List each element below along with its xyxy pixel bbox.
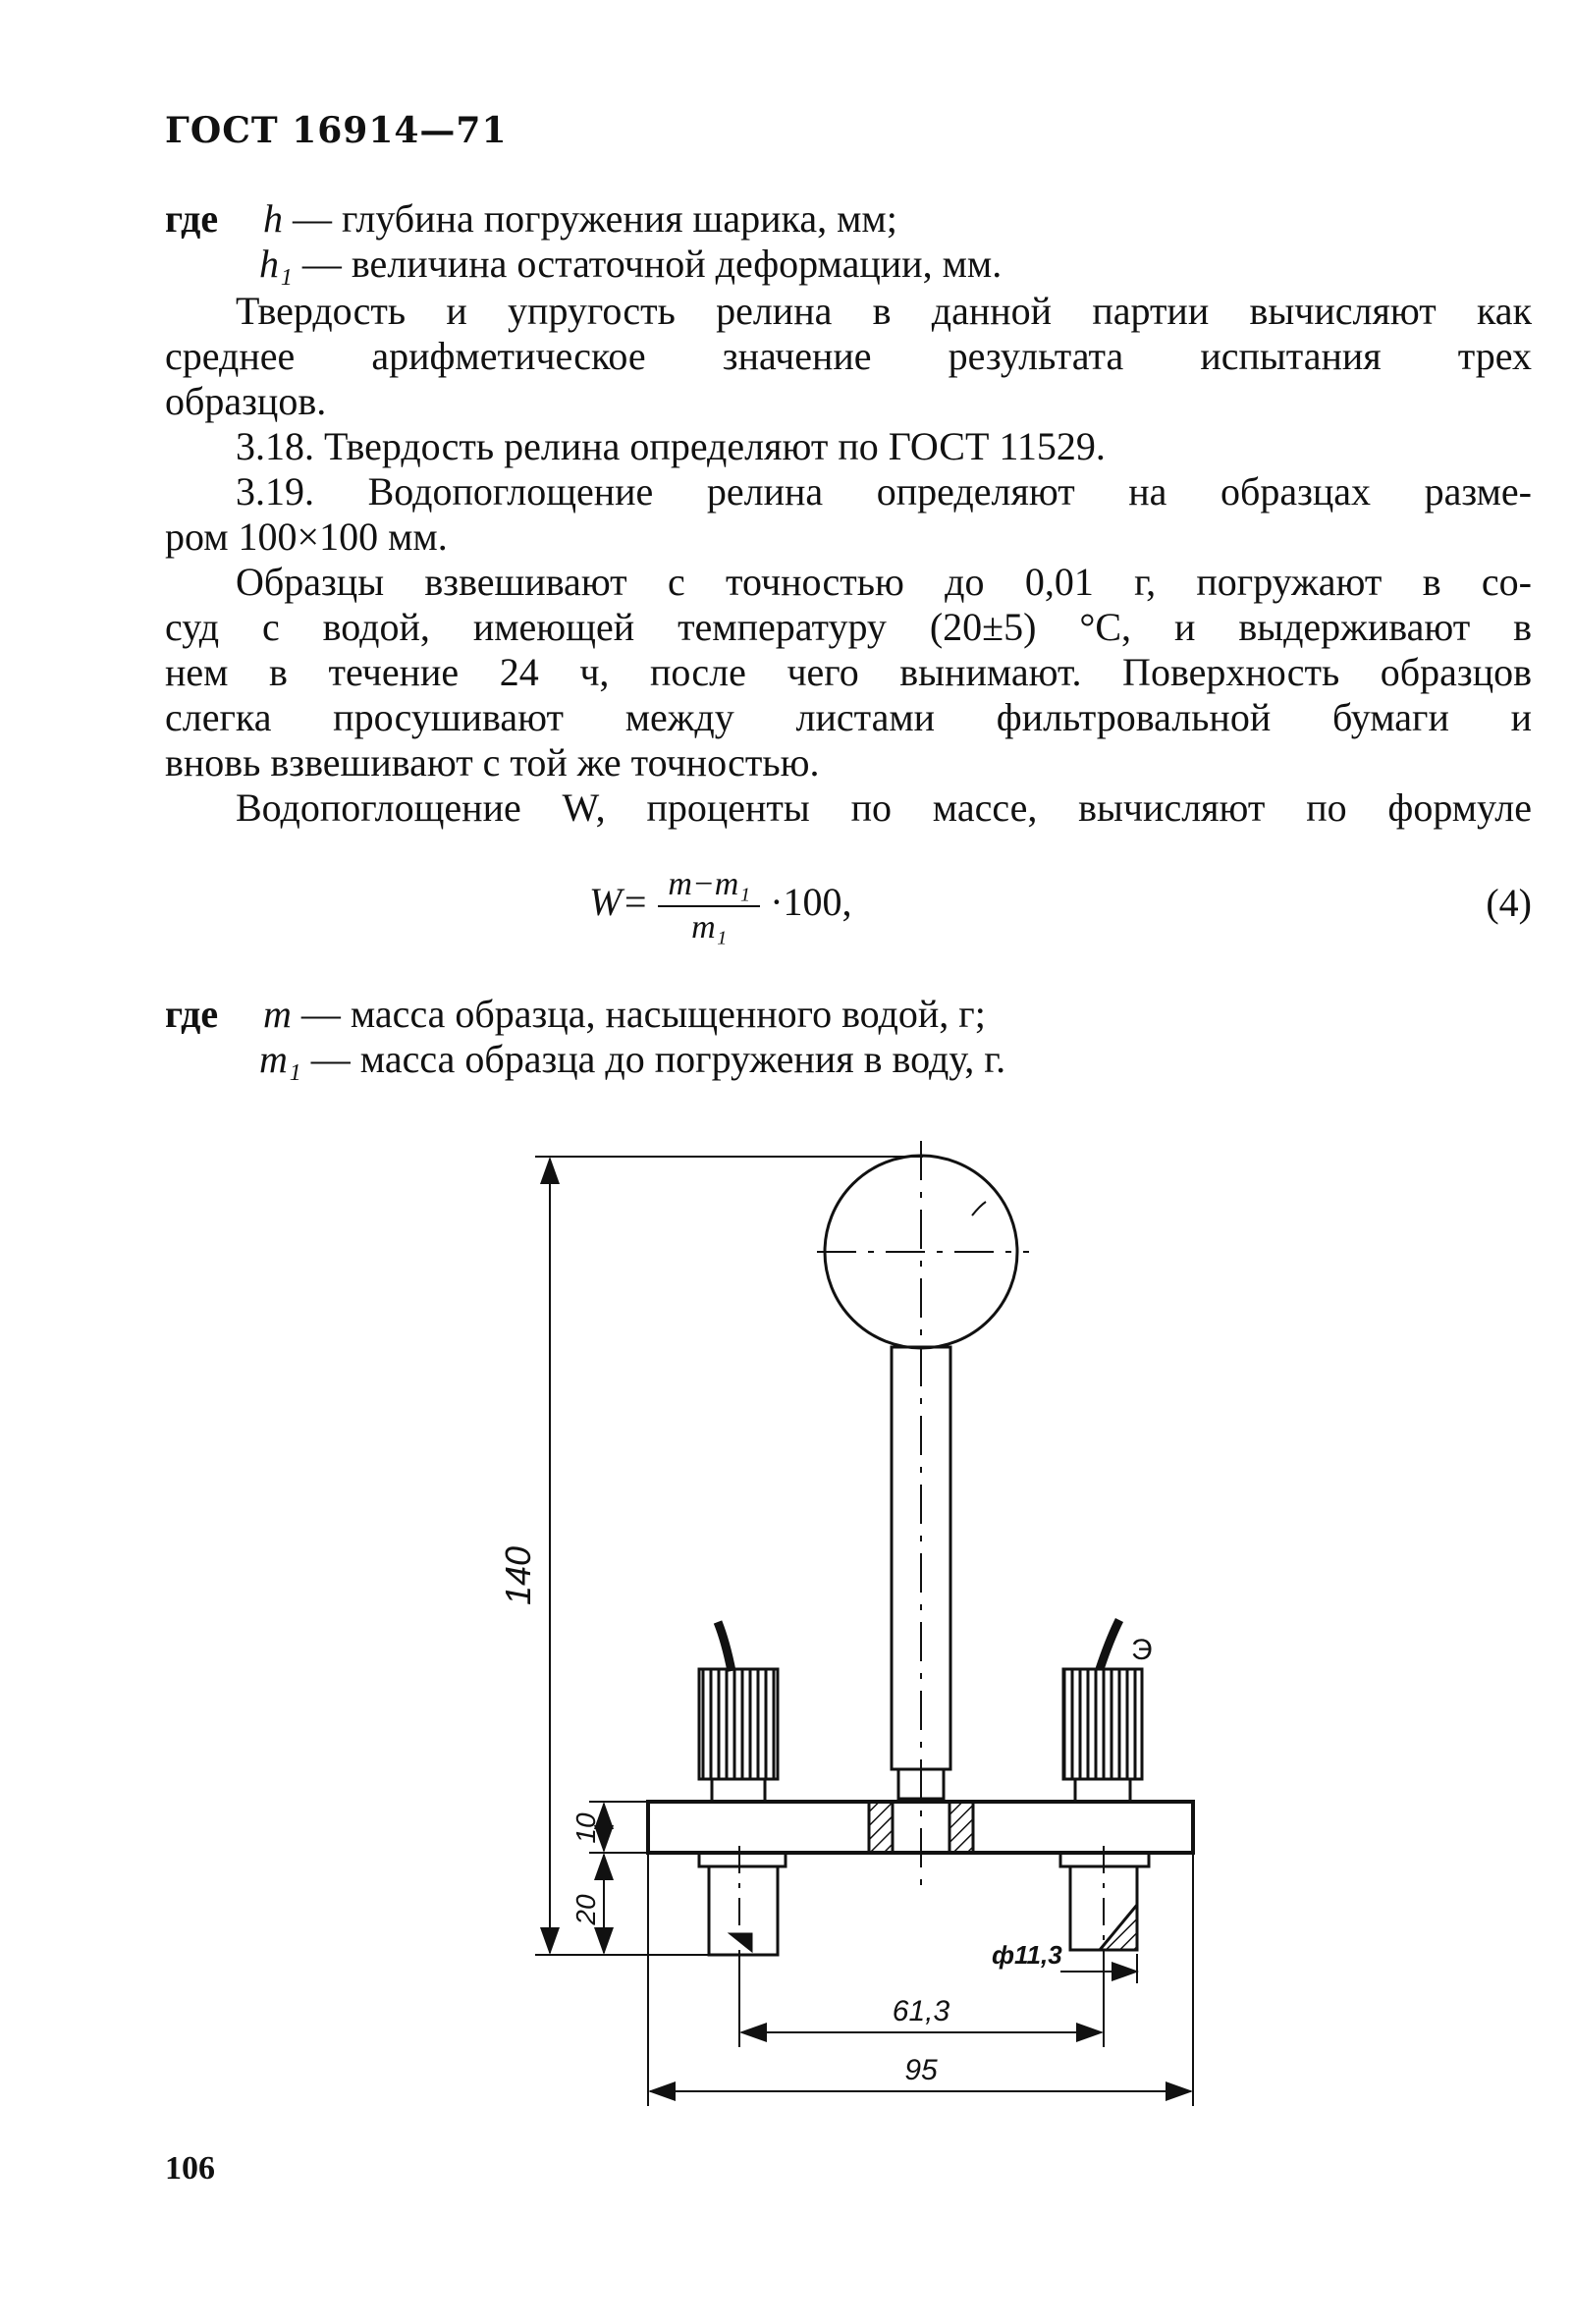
def-symbol: h₁ [259,242,293,286]
text-line: Твердость и упругость релина в данной партии вычисляют как [236,289,1532,333]
dim-10-label: 10 [570,1812,601,1844]
text-line: Водопоглощение W, проценты по массе, вычисляют по формуле [236,785,1532,830]
text-line: суд с водой, имеющей температуру (20±5) °С, и выдерживают в [165,605,1532,649]
page-number: 106 [165,2150,215,2187]
def-text: — масса образца, насыщенного водой, г; [300,992,986,1036]
dim-95-label: 95 [904,2054,938,2086]
def-text: — величина остаточной деформации, мм. [301,242,1003,286]
def-symbol: h [263,196,283,241]
document-header: ГОСТ 16914—71 [165,110,508,151]
right-electrode-hatch [1100,1905,1137,1950]
left-washer [699,1853,786,1866]
dim-diameter-label: ф11,3 [992,1940,1062,1970]
where-label: где [165,992,219,1036]
formula-denominator: m₁ [691,909,728,946]
formula-rhs: ·100, [770,880,852,925]
def-text: — глубина погружения шарика, мм; [293,196,897,241]
text-line: вновь взвешивают с той же точностью. [165,740,820,784]
def-text: — масса образца до погружения в воду, г. [310,1037,1006,1081]
formula-numerator: m−m₁ [658,866,760,907]
text-line: 3.19. Водопоглощение релина определяют на образцах разме- [236,469,1532,513]
bushing-left-hatch [869,1802,893,1853]
text-line: слегка просушивают между листами фильтровальной бумаги и [165,695,1532,739]
formula-lhs: W= [589,880,649,925]
left-knob [699,1669,778,1779]
right-wire [1100,1620,1119,1669]
dim-140-label: 140 [498,1545,538,1606]
text-line: среднее арифметическое значение результата испытания трех [165,334,1532,378]
left-wire [718,1622,732,1671]
left-knob-stem [712,1779,765,1802]
def-symbol: m₁ [259,1037,301,1081]
ball-highlight [972,1202,986,1216]
text-line: ром 100×100 мм. [165,514,448,559]
text-line: нем в течение 24 ч, после чего вынимают. Поверхность образцов [165,650,1532,694]
left-electrode-tip [732,1934,751,1950]
bushing-right-hatch [949,1802,973,1853]
dim-20-label: 20 [570,1894,601,1925]
text-line: Образцы взвешивают с точностью до 0,01 г, погружают в со- [236,560,1532,604]
def-symbol: m [263,992,292,1036]
label-e: Э [1131,1634,1153,1666]
formula-number: (4) [1486,881,1532,925]
text-line: 3.18. Твердость релина определяют по ГОСТ 11529. [236,424,1106,468]
where-label: где [165,196,219,241]
text-line: образцов. [165,379,327,423]
right-knob [1063,1669,1142,1779]
dim-613-label: 61,3 [892,1995,950,2027]
right-knob-stem [1075,1779,1130,1802]
